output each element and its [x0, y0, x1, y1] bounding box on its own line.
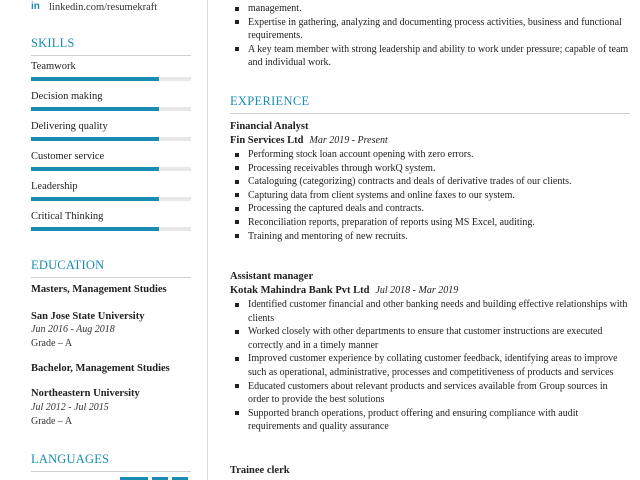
job-bullet: Educated customers about relevant products and services available from Group sources in order to provide the best solutions: [230, 380, 630, 407]
job-bullet: Performing stock loan account opening with zero errors.: [230, 148, 630, 162]
edu-dates-2: Jul 2012 - Jul 2015: [31, 402, 109, 413]
skill-bar-track: [31, 77, 191, 81]
skill-label: Teamwork: [31, 61, 76, 72]
job-bullet: Worked closely with other departments to ensure that customer instructions are executed correctly and in a timely manner: [230, 325, 630, 352]
summary-bullet: management.: [230, 2, 630, 16]
summary-bullet: A key team member with strong leadership and ability to work under pressure; capable of team and individual work.: [230, 43, 630, 70]
job-bullet: Training and mentoring of new recruits.: [230, 230, 630, 244]
job-dates-2: Jul 2018 - Mar 2019: [375, 285, 459, 296]
edu-school-1: San Jose State University: [31, 311, 145, 322]
job-title-2: Assistant manager: [230, 271, 314, 282]
job-bullet: Improved customer experience by collating customer feedback, identifying areas to improve such as operational, administrative, processes and competitiveness of products and services: [230, 352, 630, 379]
column-divider: [207, 0, 208, 480]
skill-label: Customer service: [31, 151, 105, 162]
job-bullet: Capturing data from client systems and online faxes to our system.: [230, 189, 630, 203]
skills-rule: [31, 55, 191, 56]
summary-list: [230, 2, 630, 70]
edu-degree-1: Masters, Management Studies: [31, 284, 167, 295]
job-company-2: Kotak Mahindra Bank Pvt Ltd: [230, 285, 370, 296]
skill-label: Delivering quality: [31, 121, 108, 132]
experience-heading: EXPERIENCE: [230, 94, 310, 108]
skill-bar-track: [31, 227, 191, 231]
skill-label: Critical Thinking: [31, 211, 104, 222]
skill-bar-fill: [31, 167, 159, 171]
education-heading: EDUCATION: [31, 258, 105, 272]
skill-label: Decision making: [31, 91, 103, 102]
sidebar: [0, 0, 205, 480]
skill-bar-track: [31, 197, 191, 201]
edu-dates-1: Jun 2016 - Aug 2018: [31, 324, 115, 335]
summary-bullet: Expertise in gathering, analyzing and documenting process activities, business and functional requirements.: [230, 16, 630, 43]
job-title-3: Trainee clerk: [230, 465, 290, 476]
skill-bar-track: [31, 107, 191, 111]
linkedin-row[interactable]: [31, 0, 157, 14]
linkedin-icon: in: [31, 1, 40, 12]
edu-grade-1: Grade – A: [31, 338, 73, 349]
skill-bar-fill: [31, 107, 159, 111]
languages-heading: LANGUAGES: [31, 452, 110, 466]
job-title-1: Financial Analyst: [230, 121, 309, 132]
job-company-line-1: [230, 135, 388, 146]
skill-bar-fill: [31, 227, 159, 231]
skill-bar-fill: [31, 137, 159, 141]
skill-bar-track: [31, 137, 191, 141]
skill-bar-fill: [31, 197, 159, 201]
job-bullet: Processing receivables through workQ system.: [230, 162, 630, 176]
job-bullet: Reconciliation reports, preparation of reports using MS Excel, auditing.: [230, 216, 630, 230]
job-company-line-2: [230, 285, 458, 296]
edu-school-2: Northeastern University: [31, 388, 140, 399]
experience-rule: [230, 113, 630, 114]
education-rule: [31, 277, 191, 278]
job-bullet: Cataloguing (categorizing) contracts and deals of derivative trades of our clients.: [230, 175, 630, 189]
job-list-1: [230, 148, 630, 243]
edu-degree-2: Bachelor, Management Studies: [31, 363, 170, 374]
job-dates-1: Mar 2019 - Present: [309, 135, 388, 146]
languages-rule: [31, 471, 191, 472]
skill-bar-track: [31, 167, 191, 171]
skills-heading: SKILLS: [31, 36, 75, 50]
linkedin-url[interactable]: linkedin.com/resumekraft: [49, 1, 158, 13]
skill-bar-fill: [31, 77, 159, 81]
job-bullet: Processing the captured deals and contracts.: [230, 202, 630, 216]
job-bullet: Identified customer financial and other banking needs and building effective relationships with clients: [230, 298, 630, 325]
job-company-1: Fin Services Ltd: [230, 135, 304, 146]
job-list-2: [230, 298, 630, 434]
edu-grade-2: Grade – A: [31, 416, 73, 427]
job-bullet: Supported branch operations, product offering and ensuring compliance with audit requirements and quality assurance: [230, 407, 630, 434]
skill-label: Leadership: [31, 181, 78, 192]
